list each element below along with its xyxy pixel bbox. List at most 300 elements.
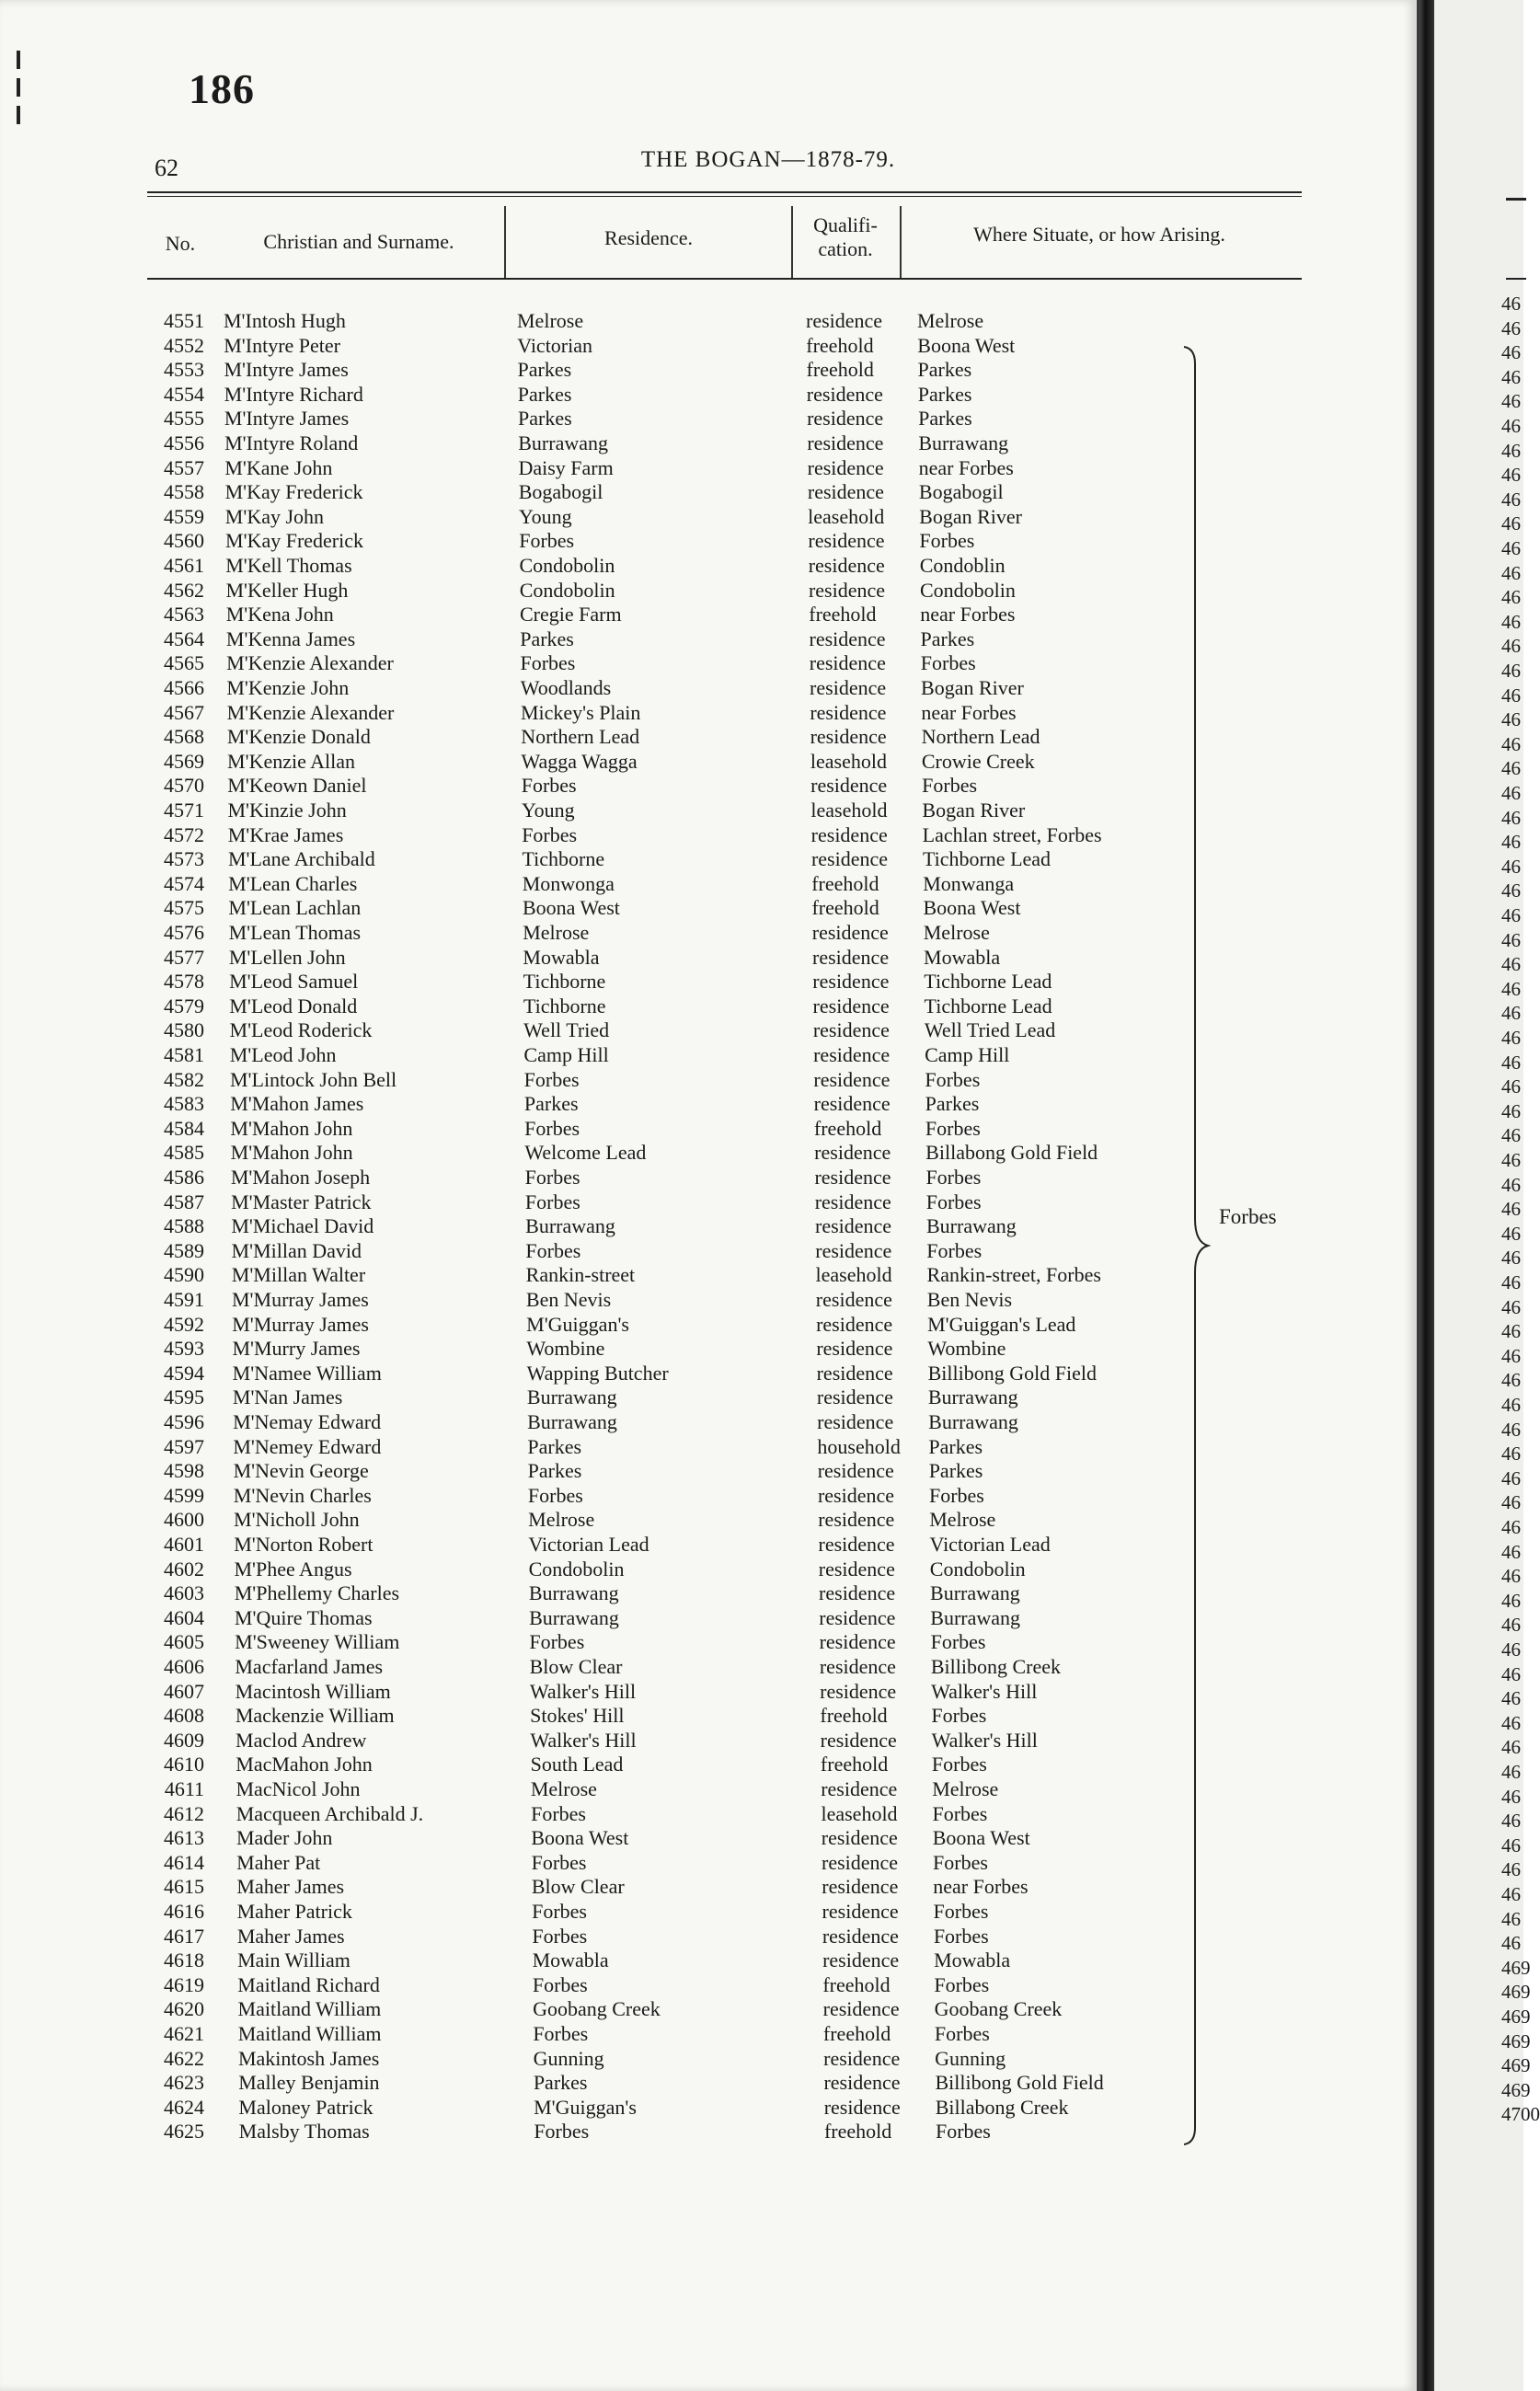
entry-name: M'Kenzie John — [226, 676, 350, 699]
entry-number: 4567 — [164, 700, 204, 724]
entry-residence: Boona West — [531, 1826, 629, 1850]
entry-number: 4557 — [164, 455, 204, 479]
entry-name: M'Mahon James — [230, 1092, 364, 1116]
entry-where: Billibong Gold Field — [935, 2071, 1104, 2095]
entry-qualification: residence — [809, 651, 886, 675]
entry-qualification: residence — [822, 1900, 899, 1923]
entry-number: 4584 — [164, 1116, 204, 1140]
entry-where: Bogan River — [919, 504, 1022, 528]
entry-where: Wombine — [927, 1337, 1006, 1361]
entry-number: 4619 — [164, 1972, 204, 1996]
entry-where: Parkes — [917, 382, 972, 406]
entry-name: Maher Pat — [236, 1850, 321, 1874]
entry-number: 4625 — [164, 2120, 204, 2144]
entry-residence: Well Tried — [523, 1018, 610, 1042]
entry-name: Makintosh James — [237, 2046, 380, 2070]
entry-name: Malsby Thomas — [238, 2120, 370, 2144]
adjacent-page-number: 46 — [1501, 1099, 1521, 1122]
entry-number: 4603 — [164, 1581, 204, 1605]
entry-name: M'Keown Daniel — [227, 774, 367, 798]
column-header-name: Christian and Surname. — [263, 230, 454, 253]
entry-name: M'Nemey Edward — [233, 1434, 382, 1458]
entry-residence: Condobolin — [519, 578, 615, 602]
entry-number: 4560 — [164, 529, 204, 553]
entry-name: M'Kena John — [225, 603, 334, 626]
entry-residence: Burrawang — [528, 1581, 619, 1605]
entry-name: M'Krae James — [227, 822, 344, 846]
entry-where: Burrawang — [925, 1214, 1017, 1238]
adjacent-page-number: 46 — [1501, 732, 1521, 755]
entry-number: 4583 — [164, 1092, 204, 1116]
entry-residence: Burrawang — [529, 1605, 619, 1629]
entry-name: Macqueen Archibald J. — [236, 1801, 424, 1825]
entry-qualification: residence — [817, 1459, 894, 1483]
entry-number: 4607 — [164, 1679, 204, 1703]
entry-number: 4579 — [164, 994, 204, 1017]
entry-name: M'Keller Hugh — [225, 578, 349, 602]
adjacent-page-number: 46 — [1501, 1736, 1521, 1759]
entry-name: M'Millan Walter — [231, 1263, 366, 1287]
entry-residence: Mowabla — [532, 1948, 609, 1972]
entry-residence: Parkes — [517, 407, 572, 431]
book-gutter — [1419, 0, 1434, 2391]
entry-where: Monwanga — [923, 871, 1015, 895]
entry-qualification: residence — [816, 1337, 893, 1361]
adjacent-page-number: 46 — [1501, 537, 1521, 559]
entry-name: M'Lintock John Bell — [229, 1067, 397, 1091]
adjacent-page-number: 46 — [1501, 1075, 1521, 1098]
entry-where: Forbes — [925, 1116, 981, 1140]
adjacent-page-number: 46 — [1501, 1785, 1521, 1808]
entry-name: M'Mahon Joseph — [230, 1166, 371, 1189]
entry-residence: Forbes — [524, 1190, 580, 1213]
adjacent-page-number: 46 — [1501, 1466, 1521, 1489]
header-bottom-rule — [147, 278, 1302, 280]
adjacent-page-number: 46 — [1501, 904, 1521, 926]
entry-qualification: residence — [819, 1655, 896, 1678]
entry-residence: Walker's Hill — [529, 1679, 637, 1703]
entry-number: 4594 — [164, 1361, 204, 1385]
adjacent-page-number: 46 — [1501, 1344, 1521, 1367]
entry-number: 4582 — [164, 1067, 204, 1091]
entry-residence: Forbes — [532, 1972, 588, 1996]
entry-residence: Welcome Lead — [524, 1141, 647, 1165]
entry-number: 4622 — [164, 2046, 204, 2070]
entry-name: M'Phellemy Charles — [234, 1581, 400, 1605]
entry-residence: Forbes — [524, 1116, 580, 1140]
entry-where: Billibong Gold Field — [927, 1361, 1097, 1385]
entry-where: Boona West — [923, 896, 1021, 920]
entry-number: 4600 — [164, 1508, 204, 1532]
entry-qualification: freehold — [806, 358, 874, 382]
entry-residence: Parkes — [527, 1459, 582, 1483]
adjacent-page-number: 46 — [1501, 684, 1521, 707]
entry-residence: Rankin-street — [525, 1263, 636, 1287]
entry-where: Tichborne Lead — [924, 970, 1052, 994]
entry-number: 4558 — [164, 480, 204, 504]
entry-where: Victorian Lead — [929, 1533, 1051, 1556]
entry-name: Maitland William — [237, 1997, 382, 2021]
entry-number: 4586 — [164, 1166, 204, 1189]
entry-number: 4591 — [164, 1288, 204, 1311]
entry-qualification: residence — [808, 529, 885, 553]
entry-where: Forbes — [920, 651, 976, 675]
header-top-rule-thin — [147, 196, 1302, 197]
adjacent-page-number: 46 — [1501, 1662, 1521, 1685]
adjacent-page-number: 46 — [1501, 464, 1521, 487]
entry-number: 4575 — [164, 896, 204, 920]
entry-residence: Tichborne — [523, 970, 606, 994]
entry-number: 4618 — [164, 1948, 204, 1972]
entry-residence: Forbes — [527, 1483, 583, 1507]
entry-qualification: residence — [811, 921, 889, 944]
entry-residence: Parkes — [533, 2071, 588, 2095]
entry-qualification: freehold — [806, 333, 874, 357]
entry-name: M'Namee William — [232, 1361, 382, 1385]
adjacent-page-number: 46 — [1501, 831, 1521, 854]
adjacent-page-number: 46 — [1501, 1711, 1521, 1734]
adjacent-page-number: 46 — [1501, 977, 1521, 1000]
entry-name: M'Murray James — [232, 1312, 370, 1336]
entry-where: Melrose — [923, 921, 990, 944]
entry-where: Tichborne Lead — [922, 847, 1052, 871]
adjacent-page-number: 46 — [1501, 365, 1521, 388]
entry-name: M'Lean Thomas — [228, 921, 362, 944]
entry-number: 4568 — [164, 725, 204, 749]
entry-residence: Tichborne — [522, 847, 605, 871]
entry-residence: Condobolin — [528, 1557, 625, 1581]
entry-qualification: residence — [810, 725, 887, 749]
entry-qualification: residence — [822, 1875, 899, 1899]
adjacent-page-number: 46 — [1501, 1491, 1521, 1514]
entry-where: Forbes — [928, 1483, 984, 1507]
adjacent-page-number: 46 — [1501, 1320, 1521, 1343]
entry-name: M'Millan David — [231, 1238, 362, 1262]
entry-number: 4576 — [164, 921, 204, 944]
entry-residence: Melrose — [517, 309, 584, 332]
entry-qualification: residence — [816, 1312, 893, 1336]
entry-qualification: residence — [818, 1557, 895, 1581]
entry-number: 4620 — [164, 1997, 204, 2021]
entry-where: Forbes — [933, 1900, 989, 1923]
adjacent-page-number: 469 — [1501, 1981, 1531, 2004]
entry-where: Forbes — [934, 2022, 990, 2045]
entry-number: 4599 — [164, 1483, 204, 1507]
entry-qualification: residence — [807, 407, 884, 431]
entry-qualification: residence — [821, 1826, 898, 1850]
entry-residence: Young — [521, 799, 575, 822]
entry-residence: Tichborne — [523, 994, 606, 1017]
entry-number: 4601 — [164, 1533, 204, 1556]
entry-qualification: residence — [818, 1508, 895, 1532]
entry-qualification: residence — [820, 1679, 897, 1703]
entry-where: Lachlan street, Forbes — [922, 822, 1102, 846]
entry-number: 4617 — [164, 1924, 204, 1948]
entry-residence: Forbes — [532, 1900, 587, 1923]
entry-qualification: residence — [819, 1581, 896, 1605]
adjacent-page-number: 46 — [1501, 953, 1521, 976]
adjacent-page-number: 46 — [1501, 1051, 1521, 1074]
entry-where: Forbes — [919, 529, 975, 553]
entry-number: 4556 — [164, 431, 204, 454]
entry-qualification: residence — [823, 2071, 901, 2095]
entry-qualification: residence — [816, 1361, 893, 1385]
adjacent-page-number: 46 — [1501, 586, 1521, 609]
column-header-qualification: Qualifi- cation. — [813, 213, 878, 260]
entry-number: 4565 — [164, 651, 204, 675]
adjacent-page-number: 46 — [1501, 1124, 1521, 1147]
entry-where: Forbes — [925, 1166, 982, 1189]
entry-where: Burrawang — [927, 1385, 1018, 1409]
entry-residence: Forbes — [534, 2120, 590, 2144]
entry-number: 4554 — [164, 382, 204, 406]
entry-name: M'Kenna James — [225, 626, 356, 650]
entry-where: Billabong Creek — [935, 2095, 1069, 2119]
right-brace — [1182, 345, 1210, 2146]
entry-number: 4564 — [164, 626, 204, 650]
entry-qualification: residence — [806, 382, 883, 406]
entry-name: Malley Benjamin — [238, 2071, 380, 2095]
entry-where: Northern Lead — [921, 725, 1040, 749]
entry-qualification: residence — [817, 1410, 894, 1433]
entry-residence: Burrawang — [525, 1214, 615, 1238]
entry-name: Maloney Patrick — [238, 2095, 374, 2119]
entry-where: near Forbes — [918, 455, 1014, 479]
entry-name: Mackenzie William — [235, 1704, 395, 1728]
entry-number: 4572 — [164, 822, 204, 846]
entry-where: Burrawang — [930, 1605, 1021, 1629]
entry-residence: Forbes — [533, 2022, 589, 2045]
adjacent-page-number: 46 — [1501, 806, 1521, 829]
entry-qualification: residence — [807, 455, 884, 479]
entry-number: 4605 — [164, 1630, 204, 1654]
adjacent-page-number: 46 — [1501, 1173, 1521, 1196]
entry-where: Parkes — [928, 1459, 983, 1483]
entry-qualification: residence — [810, 700, 887, 724]
entry-name: M'Leod Samuel — [229, 970, 359, 994]
entry-number: 4612 — [164, 1801, 204, 1825]
running-head: THE BOGAN—1878-79. — [640, 147, 896, 172]
entry-where: Burrawang — [930, 1581, 1020, 1605]
entry-name: M'Kenzie Alexander — [226, 700, 395, 724]
entry-residence: Stokes' Hill — [530, 1704, 625, 1728]
entry-number: 4562 — [164, 578, 204, 602]
entry-where: near Forbes — [933, 1875, 1029, 1899]
entry-name: M'Murray James — [232, 1288, 369, 1311]
entry-where: Walker's Hill — [931, 1728, 1038, 1752]
entry-number: 4616 — [164, 1900, 204, 1923]
entry-residence: Daisy Farm — [518, 455, 614, 479]
entry-number: 4602 — [164, 1557, 204, 1581]
entry-residence: Forbes — [531, 1850, 587, 1874]
entry-where: Forbes — [930, 1630, 986, 1654]
entry-number: 4577 — [164, 945, 204, 969]
entry-qualification: freehold — [809, 603, 877, 626]
entry-where: Boona West — [917, 333, 1016, 357]
adjacent-page-number: 46 — [1501, 1883, 1521, 1905]
entry-name: M'Leod Donald — [229, 994, 358, 1017]
entry-name: M'Lane Archibald — [227, 847, 375, 871]
entry-number: 4585 — [164, 1141, 204, 1165]
adjacent-page-number: 46 — [1501, 1761, 1521, 1783]
adjacent-page-number: 46 — [1501, 341, 1521, 364]
entry-number: 4553 — [164, 358, 204, 382]
adjacent-page-number: 469 — [1501, 2054, 1531, 2077]
entry-name: M'Kane John — [224, 455, 333, 479]
entry-number: 4587 — [164, 1190, 204, 1213]
entry-qualification: residence — [813, 1043, 891, 1066]
entry-qualification: leasehold — [815, 1263, 892, 1287]
entry-number: 4581 — [164, 1043, 204, 1066]
entry-qualification: residence — [813, 1092, 891, 1116]
entry-name: M'Lean Lachlan — [228, 896, 362, 920]
entry-residence: Cregie Farm — [519, 603, 622, 626]
entry-name: M'Kinzie John — [227, 799, 347, 822]
entry-name: M'Phee Angus — [234, 1557, 352, 1581]
entry-where: Melrose — [932, 1777, 999, 1800]
entry-number: 4563 — [164, 603, 204, 626]
entry-residence: Melrose — [530, 1777, 597, 1800]
entry-number: 4614 — [164, 1850, 204, 1874]
entry-name: M'Leod Roderick — [229, 1018, 373, 1042]
entry-name: M'Sweeney William — [235, 1630, 400, 1654]
entry-qualification: residence — [818, 1533, 895, 1556]
entry-number: 4592 — [164, 1312, 204, 1336]
adjacent-page-number: 46 — [1501, 1540, 1521, 1563]
adjacent-page-number: 46 — [1501, 1932, 1521, 1955]
entry-qualification: residence — [823, 2046, 901, 2070]
entry-name: M'Nan James — [232, 1385, 343, 1409]
entry-residence: Forbes — [523, 1067, 580, 1091]
entry-number: 4596 — [164, 1410, 204, 1433]
entry-residence: Camp Hill — [523, 1043, 609, 1066]
entry-number: 4621 — [164, 2022, 204, 2045]
entry-where: Parkes — [917, 358, 972, 382]
entry-number: 4624 — [164, 2095, 204, 2119]
entry-qualification: residence — [814, 1190, 891, 1213]
entry-where: Forbes — [931, 1704, 987, 1728]
folio-number: 62 — [155, 155, 178, 181]
entry-name: Maitland William — [237, 2022, 382, 2045]
entry-number: 4604 — [164, 1605, 204, 1629]
entry-number: 4551 — [164, 309, 204, 332]
entry-name: M'Intyre Peter — [224, 333, 340, 357]
entry-residence: M'Guiggan's — [526, 1312, 629, 1336]
entry-name: M'Nevin George — [233, 1459, 369, 1483]
entry-residence: Forbes — [529, 1630, 585, 1654]
margin-mark — [17, 106, 20, 124]
entry-qualification: residence — [821, 1777, 898, 1800]
adjacent-page-number: 46 — [1501, 1907, 1521, 1930]
adjacent-page-number: 46 — [1501, 439, 1521, 462]
entry-number: 4609 — [164, 1728, 204, 1752]
entry-residence: Melrose — [523, 921, 590, 944]
entry-name: M'Nemay Edward — [233, 1410, 382, 1433]
entry-name: M'Intyre Roland — [224, 431, 359, 454]
adjacent-page-number: 469 — [1501, 2078, 1531, 2101]
entry-number: 4623 — [164, 2071, 204, 2095]
entry-where: Bogabogil — [918, 480, 1004, 504]
entry-where: Burrawang — [928, 1410, 1018, 1433]
entry-name: M'Kay Frederick — [224, 480, 363, 504]
entry-where: Forbes — [933, 1924, 989, 1948]
entry-name: M'Intyre James — [224, 358, 349, 382]
entry-number: 4580 — [164, 1018, 204, 1042]
entry-name: Macfarland James — [235, 1655, 384, 1678]
entry-residence: Victorian — [517, 333, 593, 357]
adjacent-page-number: 46 — [1501, 293, 1521, 315]
entry-where: Goobang Creek — [934, 1997, 1063, 2021]
entry-qualification: freehold — [823, 2120, 892, 2144]
entry-qualification: residence — [809, 626, 886, 650]
entry-where: Mowabla — [934, 1948, 1011, 1972]
adjacent-page-number: 46 — [1501, 1516, 1521, 1538]
entry-qualification: residence — [814, 1141, 891, 1165]
adjacent-page-number: 46 — [1501, 1687, 1521, 1710]
entry-where: Parkes — [925, 1092, 980, 1116]
entry-residence: Forbes — [521, 774, 577, 798]
entry-qualification: residence — [820, 1728, 897, 1752]
entry-where: Melrose — [929, 1508, 996, 1532]
entry-name: M'Intosh Hugh — [224, 309, 346, 332]
entry-number: 4574 — [164, 871, 204, 895]
adjacent-page-number: 46 — [1501, 1638, 1521, 1661]
entry-where: Boona West — [932, 1826, 1030, 1850]
entry-name: M'Master Patrick — [231, 1190, 372, 1213]
entry-name: M'Intyre James — [224, 407, 350, 431]
entry-residence: Ben Nevis — [525, 1288, 612, 1311]
entry-number: 4593 — [164, 1337, 204, 1361]
entry-residence: Monwonga — [522, 871, 615, 895]
entry-number: 4566 — [164, 676, 204, 699]
entry-where: Rankin-street, Forbes — [926, 1263, 1101, 1287]
entry-residence: Blow Clear — [531, 1875, 625, 1899]
entry-where: Melrose — [917, 309, 984, 332]
entry-residence: Melrose — [528, 1508, 595, 1532]
entry-number: 4595 — [164, 1385, 204, 1409]
entry-residence: Forbes — [532, 1924, 588, 1948]
header-top-rule — [147, 191, 1302, 193]
entry-qualification: leasehold — [810, 799, 888, 822]
entry-number: 4613 — [164, 1826, 204, 1850]
entry-number: 4561 — [164, 554, 204, 577]
entry-where: Condobolin — [929, 1557, 1026, 1581]
brace-label: Forbes — [1219, 1205, 1277, 1228]
entry-name: M'Mahon John — [230, 1116, 353, 1140]
entry-where: Forbes — [926, 1238, 983, 1262]
entry-number: 4608 — [164, 1704, 204, 1728]
entry-residence: Northern Lead — [521, 725, 640, 749]
entry-qualification: residence — [807, 431, 884, 454]
entry-number: 4598 — [164, 1459, 204, 1483]
entry-qualification: leasehold — [808, 504, 885, 528]
entry-number: 4578 — [164, 970, 204, 994]
entry-qualification: freehold — [811, 871, 879, 895]
entry-where: Bogan River — [922, 799, 1026, 822]
entry-qualification: residence — [812, 970, 890, 994]
entry-residence: Wagga Wagga — [521, 749, 638, 773]
adjacent-page-number: 46 — [1501, 488, 1521, 511]
entry-residence: Forbes — [520, 651, 576, 675]
entry-residence: Bogabogil — [518, 480, 603, 504]
entry-residence: Boona West — [522, 896, 620, 920]
column-header-no: No. — [165, 232, 196, 255]
entry-qualification: residence — [822, 1850, 899, 1874]
entry-name: M'Murry James — [232, 1337, 361, 1361]
entry-qualification: freehold — [822, 2022, 891, 2045]
entry-residence: Young — [518, 504, 572, 528]
entry-name: MacNicol John — [236, 1777, 361, 1800]
